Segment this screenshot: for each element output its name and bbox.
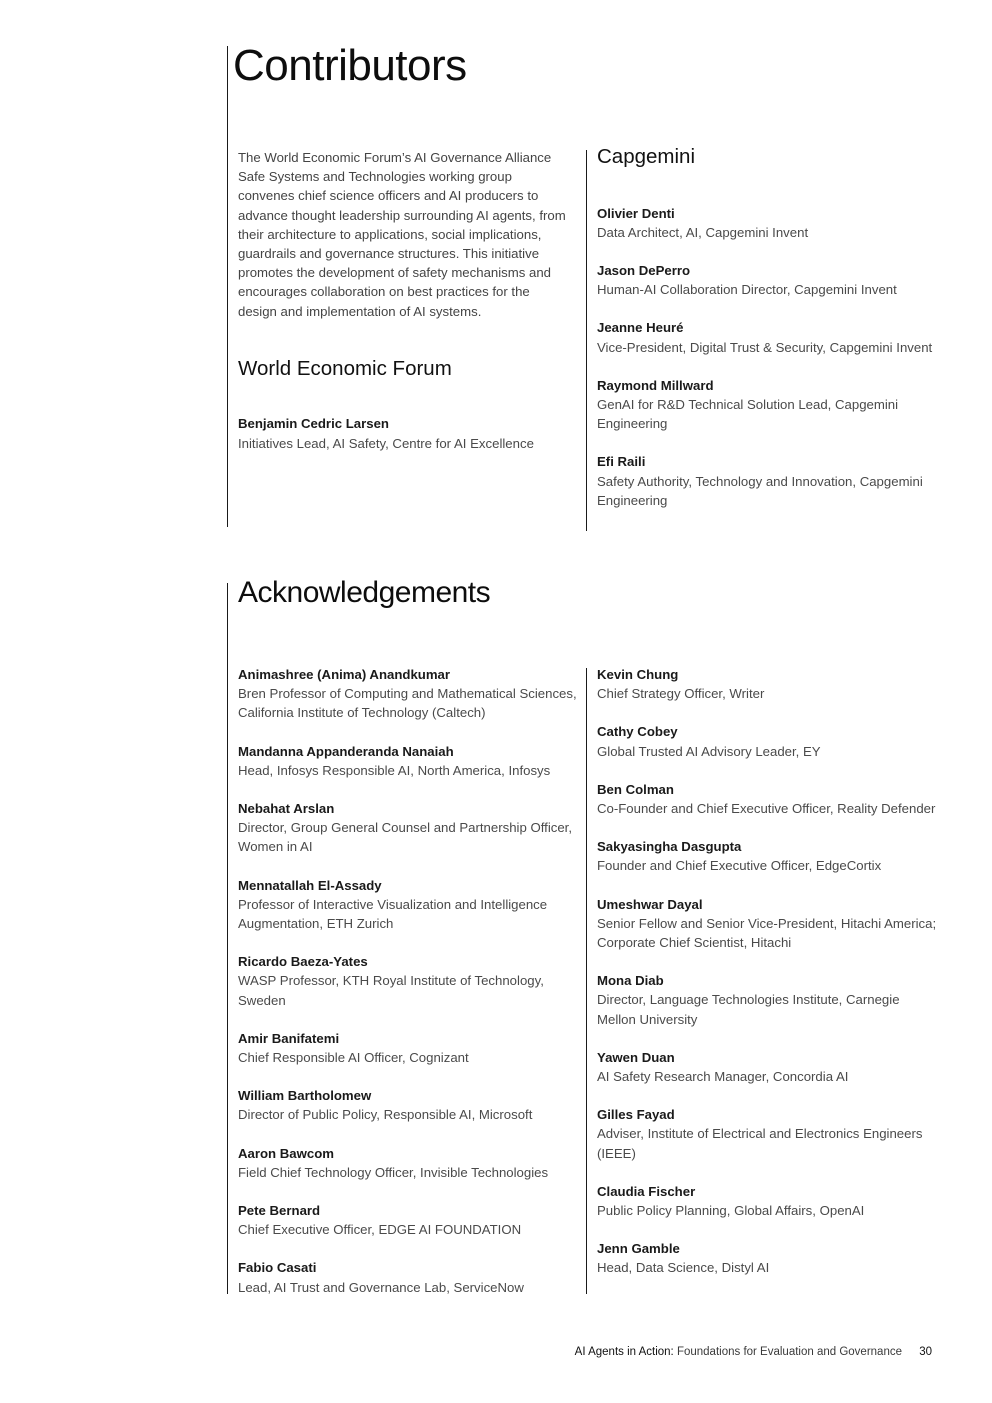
- footer-publication-title: AI Agents in Action:: [574, 1346, 674, 1358]
- person-name: Olivier Denti: [597, 205, 675, 221]
- person-name: Animashree (Anima) Anandkumar: [238, 667, 451, 682]
- ack-right-person-8: [597, 1105, 942, 1163]
- ack-left-person-2: [238, 742, 578, 780]
- capgemini-title: Capgemini: [597, 145, 695, 168]
- person-name: Amir Banifatemi: [238, 1030, 340, 1046]
- ack-right-person-1: [597, 665, 942, 703]
- person-role: Bren Professor of Computing and Mathematical Sciences, California Institute of Technology (Caltech): [238, 686, 577, 721]
- person-role: Vice-President, Digital Trust & Security, Capgemini Invent: [597, 339, 933, 355]
- person-role: Director, Group General Counsel and Partnership Officer, Women in AI: [238, 820, 573, 855]
- person-name: Jeanne Heuré: [597, 320, 684, 336]
- contributors-divider-left: [227, 46, 228, 527]
- footer-publication-subtitle: Foundations for Evaluation and Governance: [676, 1346, 902, 1358]
- person-name: William Bartholomew: [238, 1088, 372, 1104]
- person-name: Mona Diab: [597, 973, 664, 989]
- ack-left-person-3: [238, 799, 578, 857]
- contributors-title: Contributors: [233, 41, 467, 90]
- person-name: Ricardo Baeza-Yates: [238, 954, 368, 970]
- person-role: Founder and Chief Executive Officer, EdgeCortix: [597, 858, 882, 874]
- person-role: Chief Executive Officer, EDGE AI FOUNDATION: [238, 1222, 522, 1238]
- capgemini-person-5: [597, 452, 942, 510]
- ack-right-person-9: [597, 1182, 942, 1220]
- capgemini-person-4: [597, 376, 942, 434]
- person-name: Sakyasingha Dasgupta: [597, 839, 742, 855]
- capgemini-person-1: [597, 204, 942, 242]
- ack-left-person-8: [238, 1144, 578, 1182]
- capgemini-person-2: [597, 261, 942, 299]
- person-name: Gilles Fayad: [597, 1107, 675, 1123]
- acknowledgements-divider-right: [586, 668, 587, 1294]
- ack-right-person-10: [597, 1239, 942, 1277]
- acknowledgements-divider-left: [227, 583, 228, 1294]
- person-role: Data Architect, AI, Capgemini Invent: [597, 224, 809, 240]
- wef-person-1: [238, 414, 568, 452]
- person-role: Field Chief Technology Officer, Invisible Technologies: [238, 1164, 549, 1180]
- person-role: Global Trusted AI Advisory Leader, EY: [597, 743, 821, 759]
- person-name: Kevin Chung: [597, 667, 679, 682]
- person-name: Efi Raili: [597, 454, 646, 470]
- ack-right-person-3: [597, 780, 942, 818]
- person-name: Raymond Millward: [597, 377, 714, 393]
- person-name: Pete Bernard: [238, 1203, 321, 1219]
- ack-left-person-7: [238, 1086, 578, 1124]
- ack-left-person-10: [238, 1258, 578, 1296]
- contributors-intro: The World Economic Forum’s AI Governance Alliance Safe Systems and Technologies working group convenes chief science officers and AI producers to advance thought leadership surrounding AI agents, from their architecture to applications, social implications, guardrails and governance structures. This initiative promotes the development of safety mechanisms and encourages collaboration on best practices for the design and implementation of AI systems.: [238, 150, 566, 319]
- person-role: Professor of Interactive Visualization and Intelligence Augmentation, ETH Zurich: [238, 896, 548, 932]
- person-role: Chief Strategy Officer, Writer: [597, 686, 765, 702]
- ack-left-person-1: [238, 665, 578, 723]
- capgemini-column: [597, 145, 942, 529]
- ack-left-person-6: [238, 1029, 578, 1067]
- ack-right-person-4: [597, 837, 942, 875]
- person-name: Ben Colman: [597, 781, 674, 797]
- person-name: Mennatallah El-Assady: [238, 877, 382, 893]
- person-name: Aaron Bawcom: [238, 1145, 334, 1161]
- person-role: WASP Professor, KTH Royal Institute of Technology, Sweden: [238, 973, 544, 1008]
- person-name: Jason DePerro: [597, 263, 691, 278]
- person-name: Cathy Cobey: [597, 724, 678, 740]
- ack-right-person-6: [597, 971, 942, 1029]
- person-role: Head, Infosys Responsible AI, North America, Infosys: [238, 762, 551, 778]
- person-role: Co-Founder and Chief Executive Officer, Reality Defender: [597, 801, 936, 817]
- acknowledgements-title: Acknowledgements: [238, 576, 491, 609]
- person-role: Chief Responsible AI Officer, Cognizant: [238, 1050, 469, 1066]
- contributors-left-column: [238, 148, 568, 472]
- person-role: Adviser, Institute of Electrical and Electronics Engineers (IEEE): [597, 1126, 923, 1161]
- ack-right-person-2: [597, 722, 942, 760]
- person-role: Initiatives Lead, AI Safety, Centre for AI Excellence: [238, 435, 534, 451]
- acknowledgements-left-column: [238, 665, 578, 1316]
- person-name: Yawen Duan: [597, 1049, 675, 1065]
- ack-right-person-7: [597, 1048, 942, 1086]
- capgemini-person-3: [597, 318, 942, 356]
- person-name: Jenn Gamble: [597, 1241, 680, 1257]
- person-role: AI Safety Research Manager, Concordia AI: [597, 1069, 849, 1085]
- ack-left-person-9: [238, 1201, 578, 1239]
- person-name: Benjamin Cedric Larsen: [238, 416, 389, 432]
- ack-left-person-4: [238, 876, 578, 934]
- person-name: Claudia Fischer: [597, 1183, 696, 1199]
- acknowledgements-right-column: [597, 665, 942, 1297]
- person-role: GenAI for R&D Technical Solution Lead, Capgemini Engineering: [597, 397, 899, 432]
- person-role: Public Policy Planning, Global Affairs, OpenAI: [597, 1203, 865, 1219]
- ack-left-person-5: [238, 952, 578, 1010]
- ack-right-person-5: [597, 895, 942, 953]
- person-name: Mandanna Appanderanda Nanaiah: [238, 743, 454, 759]
- page-footer: [575, 1346, 932, 1358]
- person-name: Umeshwar Dayal: [597, 896, 703, 912]
- wef-title: World Economic Forum: [238, 356, 452, 380]
- page-number: 30: [919, 1346, 932, 1358]
- person-role: Director, Language Technologies Institute, Carnegie Mellon University: [597, 992, 900, 1027]
- person-role: Lead, AI Trust and Governance Lab, ServiceNow: [238, 1279, 524, 1295]
- person-role: Director of Public Policy, Responsible AI, Microsoft: [238, 1107, 533, 1123]
- person-role: Human-AI Collaboration Director, Capgemini Invent: [597, 282, 897, 298]
- contributors-divider-right: [586, 150, 587, 531]
- person-role: Safety Authority, Technology and Innovation, Capgemini Engineering: [597, 473, 923, 508]
- person-role: Head, Data Science, Distyl AI: [597, 1260, 770, 1276]
- person-name: Fabio Casati: [238, 1260, 317, 1276]
- person-name: Nebahat Arslan: [238, 801, 335, 817]
- person-role: Senior Fellow and Senior Vice-President, Hitachi America; Corporate Chief Scientist, Hitachi: [597, 915, 937, 951]
